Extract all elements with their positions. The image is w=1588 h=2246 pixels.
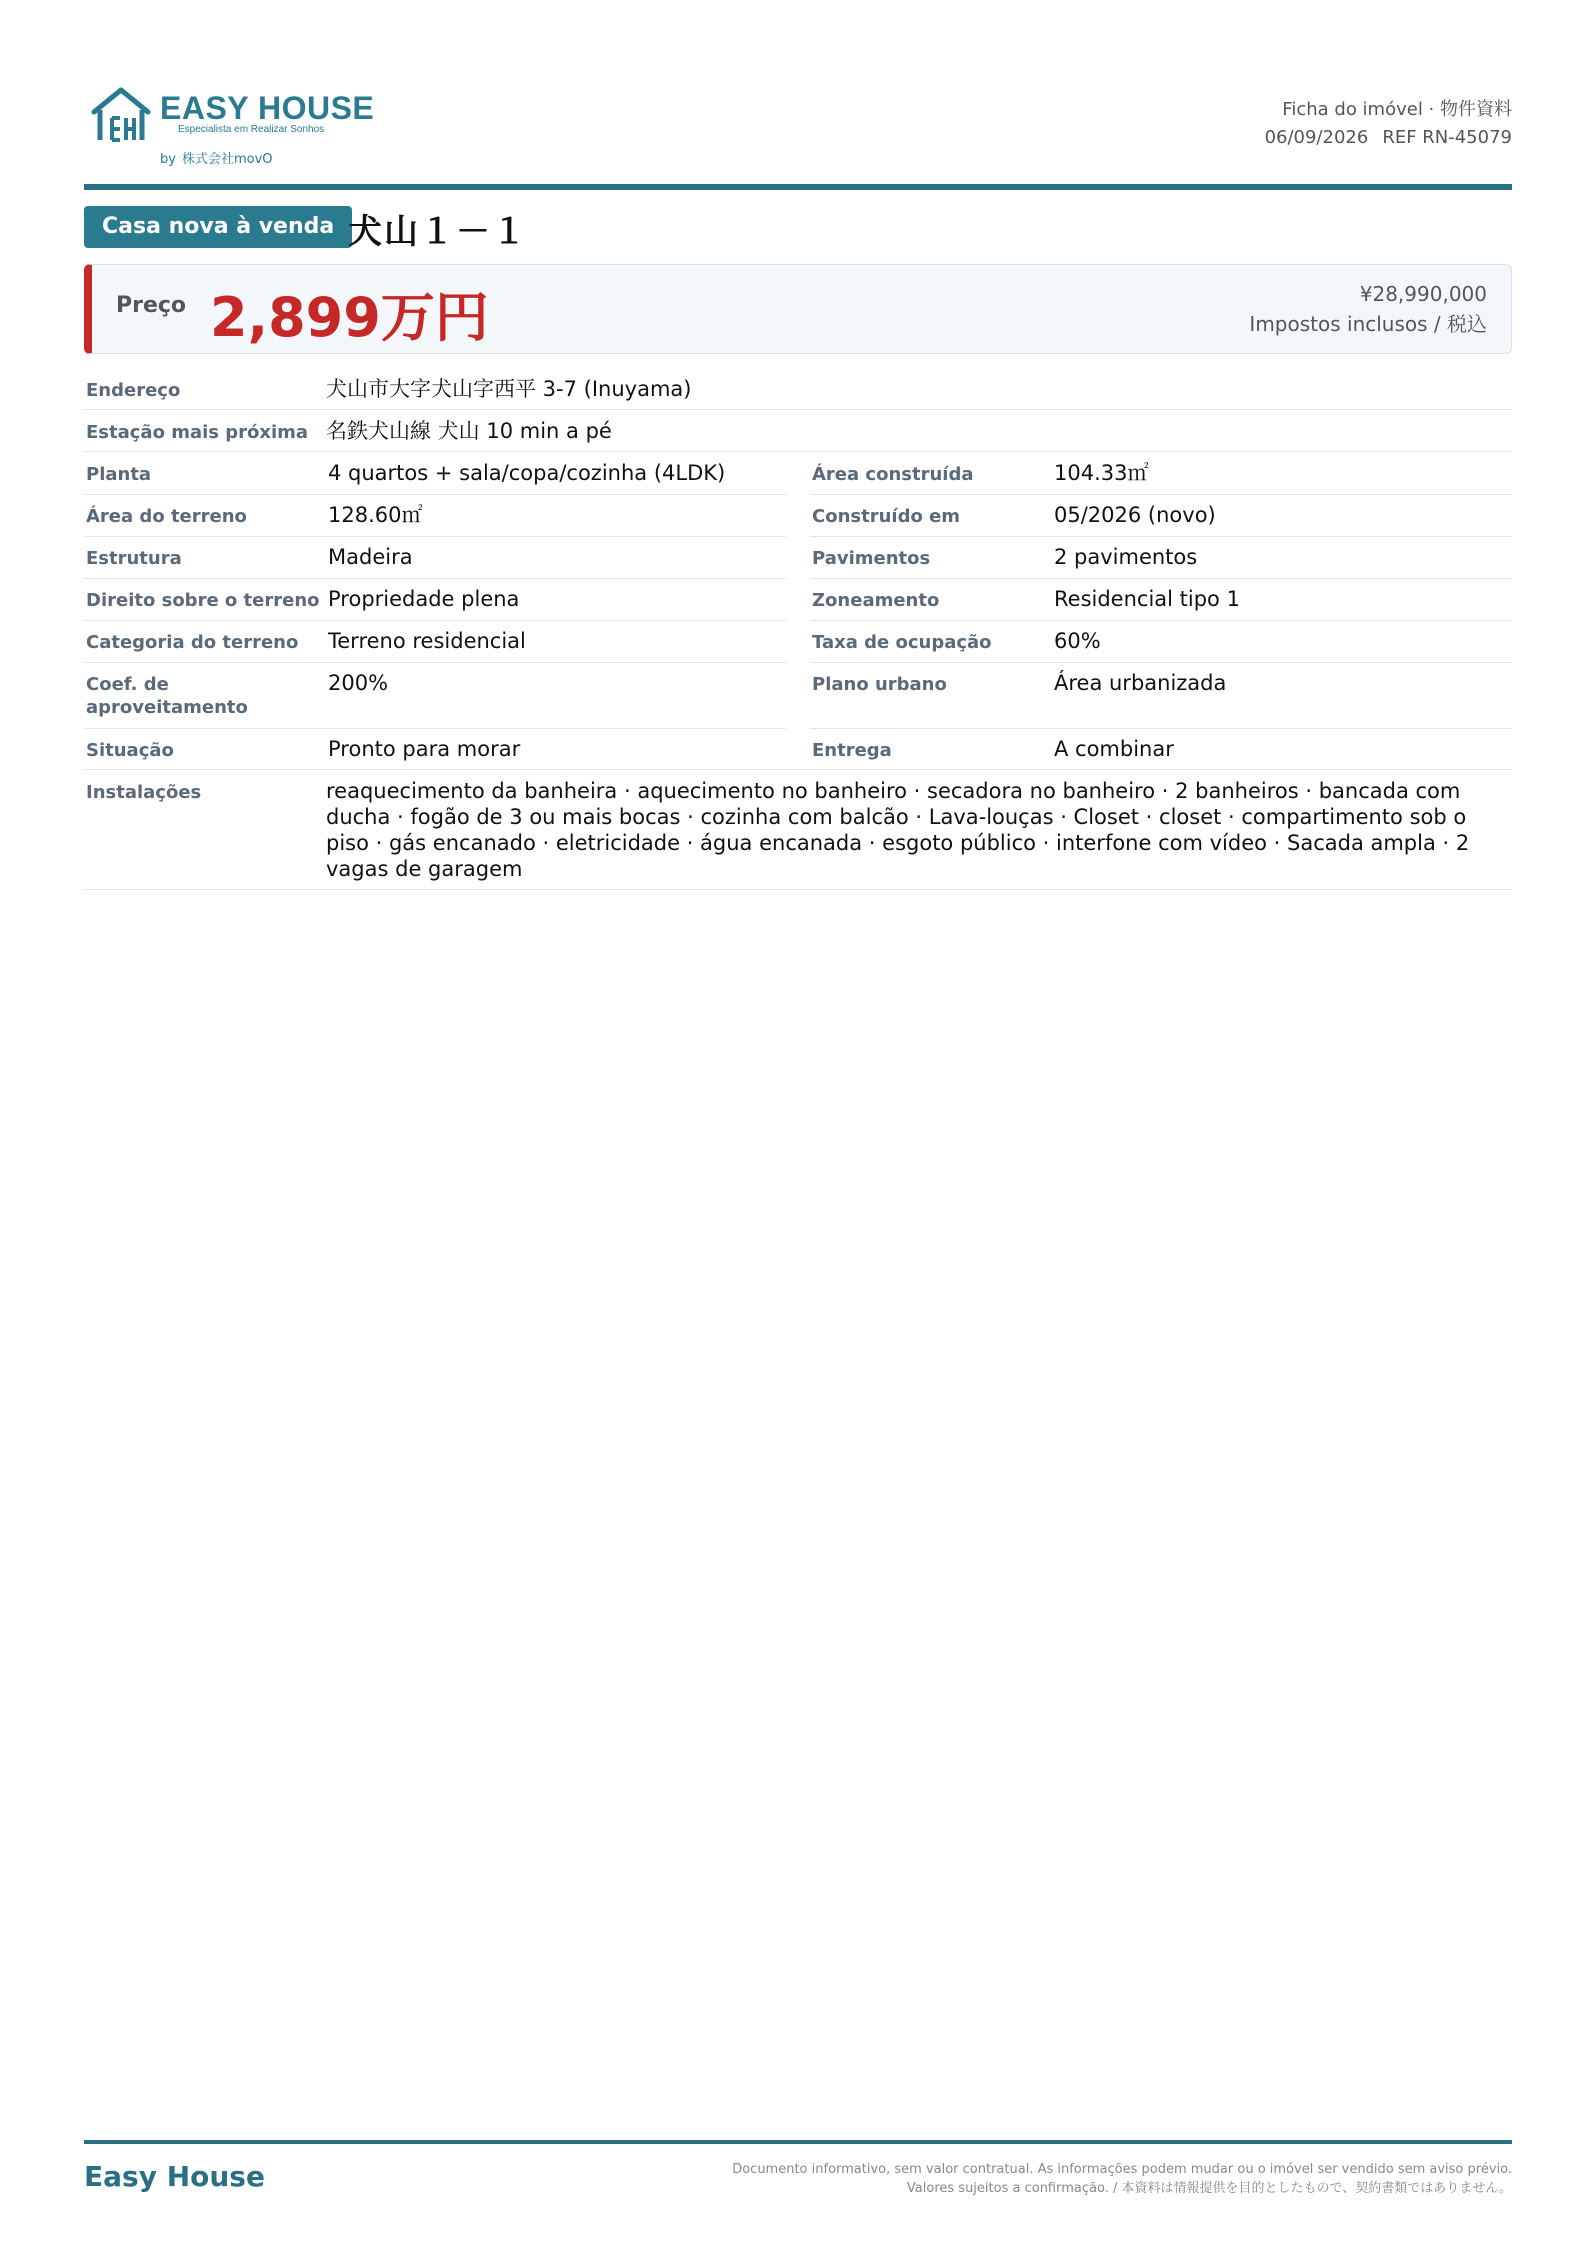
doc-date: 06/09/2026: [1264, 127, 1369, 148]
footer-disclaimer: Documento informativo, sem valor contratual. As informações podem mudar ou o imóvel ser vendido sem aviso prévio. Valores sujeitos a confirmação. / 本資料は情報提供を目的としたもので、契約書類ではありません。: [732, 2162, 1512, 2196]
details-table: [84, 368, 1512, 890]
title-row: [84, 206, 1512, 250]
listing-type-badge: Casa nova à venda: [84, 206, 352, 248]
detail-label: Endereço: [86, 380, 181, 401]
footer-divider: [84, 2140, 1512, 2144]
detail-value: 104.33㎡: [1054, 461, 1149, 485]
detail-value: A combinar: [1054, 737, 1174, 761]
detail-value: 2 pavimentos: [1054, 545, 1198, 569]
detail-value: 犬山市大字犬山字西平 3-7 (Inuyama): [326, 377, 692, 401]
detail-label: Pavimentos: [812, 548, 931, 569]
detail-value: 05/2026 (novo): [1054, 503, 1216, 527]
detail-row-land-area: [84, 494, 1512, 536]
brand-by-prefix: by: [160, 152, 176, 167]
detail-label-line: aproveitamento: [86, 697, 248, 718]
brand-company: [160, 148, 279, 167]
price-value: 2,899万円: [210, 286, 489, 349]
detail-value: Pronto para morar: [328, 737, 521, 761]
detail-label-line: Coef. de: [86, 674, 169, 695]
detail-row-layout: [84, 452, 1512, 494]
brand-company-name: 株式会社movO: [181, 152, 273, 167]
doc-type: Ficha do imóvel · 物件資料: [1282, 99, 1512, 120]
detail-row-station: [84, 410, 1512, 452]
property-sheet: [84, 0, 1512, 2246]
doc-meta: [1265, 96, 1512, 152]
header-divider: [84, 184, 1512, 190]
detail-value: 200%: [328, 671, 389, 695]
price-details: [1249, 279, 1487, 339]
detail-row-land-category: [84, 620, 1512, 662]
brand-name: EASY HOUSE: [160, 90, 375, 126]
detail-row-address: [84, 368, 1512, 410]
detail-label: Estrutura: [86, 548, 182, 569]
detail-row-facilities: [84, 770, 1512, 890]
detail-label: Categoria do terreno: [86, 632, 299, 653]
detail-label: Entrega: [812, 740, 892, 761]
detail-value: Propriedade plena: [328, 587, 520, 611]
doc-ref: REF RN-45079: [1382, 127, 1512, 148]
logo: [90, 82, 410, 172]
house-logo-icon: [90, 84, 152, 144]
price-tax-note: Impostos inclusos / 税込: [1249, 312, 1487, 336]
detail-label: Área do terreno: [86, 506, 247, 527]
header: [84, 82, 1512, 182]
detail-value: 4 quartos + sala/copa/cozinha (4LDK): [328, 461, 726, 485]
detail-label: Direito sobre o terreno: [86, 590, 320, 611]
detail-label: Construído em: [812, 506, 961, 527]
footer-brand: Easy House: [84, 2160, 265, 2193]
price-yen-full: ¥28,990,000: [1359, 282, 1487, 306]
detail-value: 128.60㎡: [328, 503, 423, 527]
detail-label: Zoneamento: [812, 590, 940, 611]
doc-date-ref: [1265, 124, 1512, 152]
detail-value: Terreno residencial: [328, 629, 526, 653]
detail-label: Planta: [86, 464, 152, 485]
detail-label-far: [86, 673, 248, 719]
detail-value-facilities: reaquecimento da banheira · aquecimento no banheiro · secadora no banheiro · 2 banheiros · bancada com ducha · fogão de 3 ou mais bocas · cozinha com balcão · Lava-louças · Closet · closet · compartimento sob o piso · gás encanado · eletricidade · água encanada · esgoto público · interfone com vídeo · Sacada ampla · 2 vagas de garagem: [326, 779, 1470, 881]
detail-value: 60%: [1054, 629, 1101, 653]
detail-row-far: [84, 662, 1512, 728]
detail-label: Plano urbano: [812, 674, 947, 695]
detail-label: Estação mais próxima: [86, 422, 309, 443]
detail-value: Residencial tipo 1: [1054, 587, 1240, 611]
detail-label: Instalações: [86, 782, 202, 803]
price-label: Preço: [116, 293, 187, 318]
price-box: [84, 264, 1512, 354]
detail-value: 名鉄犬山線 犬山 10 min a pé: [326, 419, 612, 443]
detail-row-status: [84, 728, 1512, 770]
property-title: 犬山１－１: [348, 212, 528, 252]
detail-label: Área construída: [812, 464, 974, 485]
detail-value: Área urbanizada: [1054, 671, 1227, 695]
detail-row-structure: [84, 536, 1512, 578]
brand-tagline: Especialista em Realizar Sonhos: [178, 124, 325, 135]
detail-label: Situação: [86, 740, 174, 761]
detail-label: Taxa de ocupação: [812, 632, 992, 653]
detail-row-land-right: [84, 578, 1512, 620]
detail-value: Madeira: [328, 545, 413, 569]
